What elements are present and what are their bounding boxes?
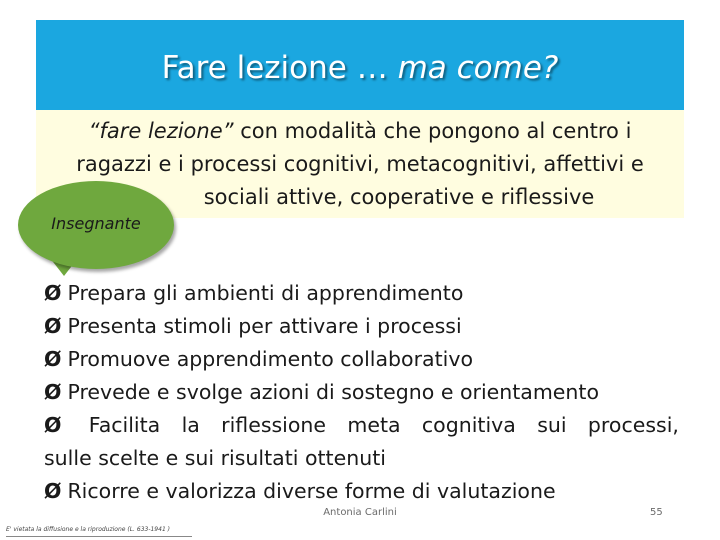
intro-line-2: ragazzi e i processi cognitivi, metacognitivi, affettivi e (76, 152, 644, 176)
title-main: Fare lezione … (161, 50, 398, 86)
intro-quoted: “fare lezione” (88, 119, 234, 143)
bullet-word: Facilita (88, 413, 161, 437)
bullet-word: riflessione (221, 413, 327, 437)
footer-divider (6, 536, 192, 537)
bullet-item (44, 343, 679, 376)
bullet-item (44, 475, 679, 508)
intro-line-1-rest: con modalità che pongono al centro i (233, 119, 632, 143)
bullet-item (44, 310, 679, 343)
intro-line-3: sociali attive, cooperative e riflessive (203, 185, 595, 209)
intro-line-1 (36, 115, 684, 148)
bullet-list (44, 277, 679, 508)
bullet-arrow-icon: Ø (44, 347, 62, 371)
bullet-text: Presenta stimoli per attivare i processi (67, 314, 462, 338)
slide-title (0, 48, 720, 88)
bullet-word: cognitiva (421, 413, 516, 437)
bullet-text: Prepara gli ambienti di apprendimento (67, 281, 464, 305)
bullet-arrow-icon: Ø (44, 479, 62, 503)
footer-legal-notice: E' vietata la diffusione e la riproduzione (L. 633-1941 ) (6, 526, 171, 533)
bullet-item-justified (44, 409, 679, 442)
bullet-arrow-icon: Ø (44, 281, 62, 305)
bullet-arrow-icon: Ø (44, 314, 62, 338)
bullet-word: la (181, 413, 200, 437)
footer-author: Antonia Carlini (323, 507, 397, 518)
bullet-word: processi, (587, 413, 679, 437)
bullet-text: Promuove apprendimento collaborativo (67, 347, 473, 371)
bullet-text: Ricorre e valorizza diverse forme di valutazione (67, 479, 556, 503)
speech-bubble-label: Insegnante (51, 214, 141, 233)
bullet-text: Prevede e svolge azioni di sostegno e orientamento (67, 380, 599, 404)
title-italic: ma come? (397, 50, 559, 86)
bullet-continuation: sulle scelte e sui risultati ottenuti (44, 446, 386, 470)
bullet-word: sui (537, 413, 567, 437)
bullet-word: meta (347, 413, 401, 437)
bullet-item (44, 277, 679, 310)
bullet-arrow-icon: Ø (44, 380, 62, 404)
page-number: 55 (650, 507, 663, 518)
bullet-item (44, 376, 679, 409)
bullet-arrow-icon: Ø (44, 413, 62, 437)
